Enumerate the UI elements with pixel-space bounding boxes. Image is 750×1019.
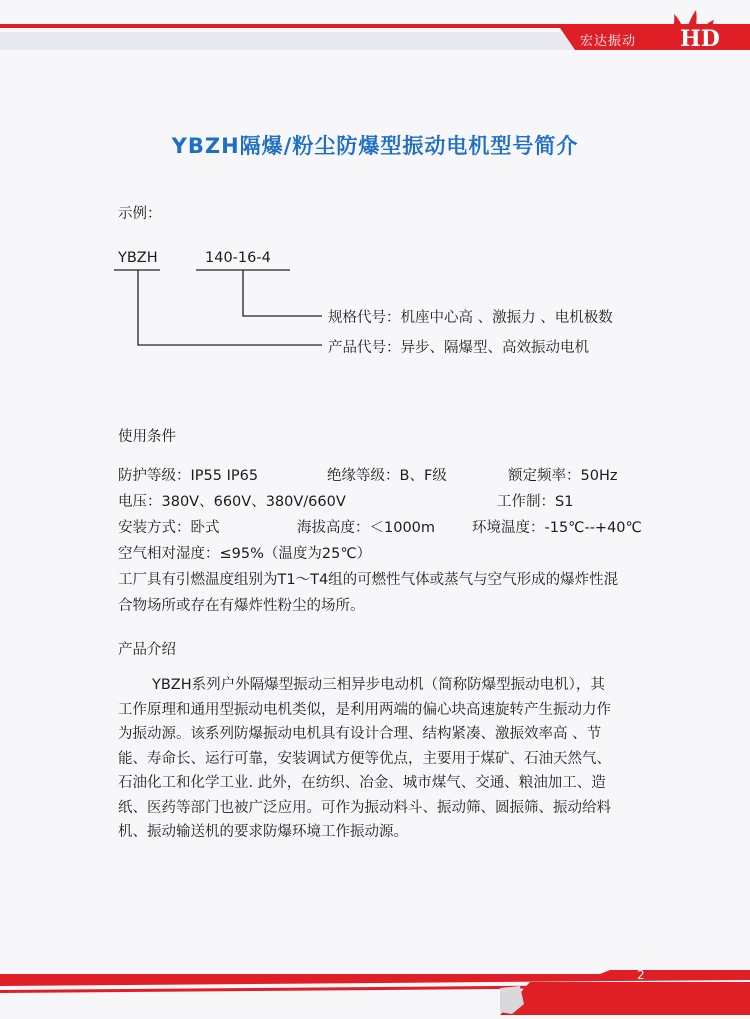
model-suffix: 140-16-4 bbox=[205, 250, 271, 266]
hazard-line-1: 工厂具有引燃温度组别为T1～T4组的可燃性气体或蒸气与空气形成的爆炸性混 bbox=[118, 572, 619, 588]
intro-heading: 产品介绍 bbox=[118, 642, 176, 658]
conditions-heading: 使用条件 bbox=[118, 429, 176, 445]
intro-line: YBZH系列户外隔爆型振动三相异步电动机（简称防爆型振动电机），其 bbox=[152, 677, 605, 693]
intro-line: 为振动源。该系列防爆振动电机具有设计合理、结构紧凑、激振效率高 、节 bbox=[118, 726, 602, 742]
intro-line: 石油化工和化学工业. 此外，在纺织、冶金、城市煤气、交通、粮油加工、造 bbox=[118, 775, 606, 791]
page-number: 2 bbox=[637, 968, 645, 982]
model-prefix: YBZH bbox=[118, 250, 158, 266]
intro-line: 工作原理和通用型振动电机类似，是利用两端的偏心块高速旋转产生振动力作 bbox=[118, 701, 611, 718]
product-connector bbox=[138, 270, 322, 345]
ambient-temperature: 环境温度：-15℃--+40℃ bbox=[472, 520, 642, 536]
intro-line: 能、寿命长、运行可靠，安装调试方便等优点，主要用于煤矿、石油天然气、 bbox=[118, 750, 611, 767]
example-label: 示例： bbox=[118, 206, 162, 222]
relative-humidity: 空气相对湿度：≤95%（温度为25℃） bbox=[118, 546, 372, 562]
svg-text:HD: HD bbox=[680, 26, 720, 52]
brand-name: 宏达振动 bbox=[580, 34, 637, 49]
spec-connector bbox=[243, 270, 322, 316]
spec-code-note: 规格代号：机座中心高 、激振力 、电机极数 bbox=[328, 310, 613, 326]
product-code-note: 产品代号：异步、隔爆型、高效振动电机 bbox=[328, 340, 589, 356]
intro-line: 机、振动输送机的要求防爆环境工作振动源。 bbox=[118, 824, 408, 840]
mounting-type: 安装方式：卧式 bbox=[118, 520, 220, 536]
rated-frequency: 额定频率：50Hz bbox=[508, 468, 618, 484]
model-breakdown-diagram bbox=[0, 0, 750, 420]
intro-paragraph bbox=[118, 673, 678, 845]
page-title: YBZH隔爆/粉尘防爆型振动电机型号简介 bbox=[171, 134, 579, 158]
intro-line: 纸、医药等部门也被广泛应用。可作为振动料斗、振动筛、圆振筛、振动给料 bbox=[118, 799, 611, 816]
voltage: 电压：380V、660V、380V/660V bbox=[118, 494, 346, 510]
insulation-grade: 绝缘等级：B、F级 bbox=[327, 468, 447, 484]
hazard-line-2: 合物场所或存在有爆炸性粉尘的场所。 bbox=[118, 598, 365, 614]
duty-type: 工作制：S1 bbox=[497, 494, 574, 510]
altitude: 海拔高度：＜1000m bbox=[297, 520, 436, 536]
protection-grade: 防护等级：IP55 IP65 bbox=[118, 468, 259, 484]
